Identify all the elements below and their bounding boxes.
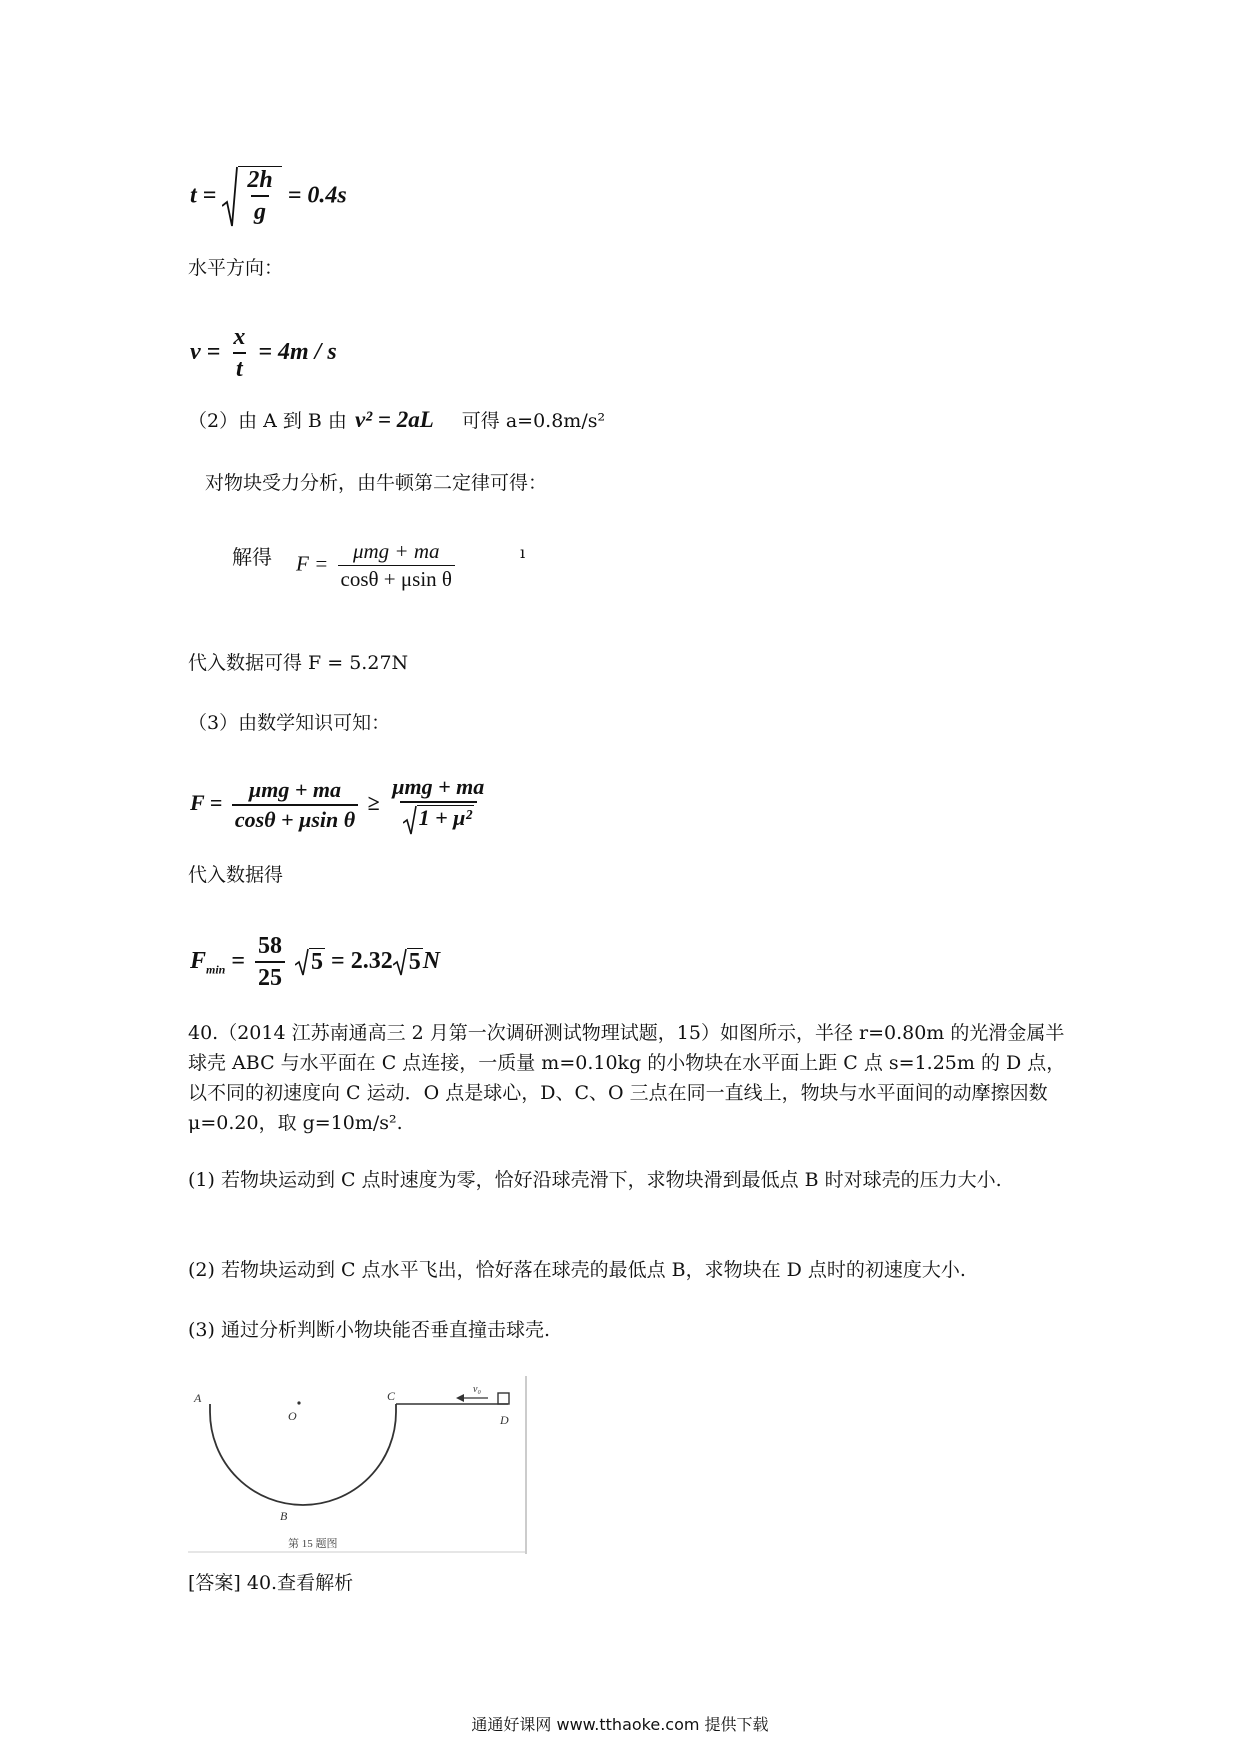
label-d: D <box>500 1413 509 1427</box>
force-analysis-text: 对物块受力分析，由牛顿第二定律可得： <box>205 472 548 494</box>
part2-suffix: 可得 a=0.8m/s² <box>461 410 606 432</box>
equation-velocity <box>190 324 337 383</box>
hemisphere-diagram <box>188 1376 528 1554</box>
problem-statement: 40.（2014 江苏南通高三 2 月第一次调研测试物理试题，15）如图所示，半径 r=0.80m 的光滑金属半球壳 ABC 与水平面在 C 点连接，一质量 m=0.10kg 的小物块在水平面上距 C 点 s=1.25m 的 D 点，以不同的初速度向 C 运动．O 点是球心，D、C、O 三点在同一直线上，物块与水平面间的动摩擦因数 μ=0.20，取 g=10m/s². <box>188 1022 1066 1134</box>
label-a: A <box>194 1391 202 1405</box>
fraction-numerator: μmg + ma <box>392 774 485 799</box>
fraction-numerator: μmg + ma <box>248 776 341 802</box>
radical-sign <box>222 166 238 228</box>
radical-sign <box>393 948 407 976</box>
equation-lhs: F = <box>296 551 329 576</box>
fraction-numerator: μmg + ma <box>352 539 440 563</box>
equation-lhs: t = <box>190 182 217 209</box>
answer-text: [答案] 40.查看解析 <box>188 1572 354 1594</box>
question-2: (2) 若物块运动到 C 点水平飞出，恰好落在球壳的最低点 B，求物块在 D 点时的初速度大小. <box>188 1259 966 1281</box>
part2-line <box>188 407 605 434</box>
equation-force-min <box>190 933 440 992</box>
subscript-min: min <box>206 962 226 977</box>
substitute-text: 代入数据得 <box>188 864 284 886</box>
equation-force-solved <box>296 540 459 591</box>
equals-sign: = <box>231 947 246 974</box>
radical-sign <box>403 805 417 835</box>
equation-v-squared: v² = 2aL <box>354 407 434 432</box>
equation-force-inequality <box>190 775 491 835</box>
fraction-denominator: t <box>233 352 246 382</box>
part2-prefix: （2）由 A 到 B 由 <box>188 410 347 432</box>
label-o: O <box>288 1409 297 1423</box>
radicand: 5 <box>311 949 324 976</box>
sqrt-expression <box>222 166 281 228</box>
fraction-denominator: cosθ + μsin θ <box>338 565 455 591</box>
equation-rhs: = 0.4s <box>287 182 347 209</box>
label-v0: v₀ <box>473 1384 481 1395</box>
stray-mark: ı <box>520 543 526 562</box>
radical-sign <box>295 948 309 976</box>
radicand: 5 <box>408 949 421 976</box>
equation-lhs: F <box>190 947 207 974</box>
question-3: (3) 通过分析判断小物块能否垂直撞击球壳. <box>188 1319 550 1341</box>
equation-lhs: v = <box>190 338 221 365</box>
geq-sign: ≥ <box>367 790 380 816</box>
equation-rhs: = 2.32 <box>331 947 393 974</box>
fraction-denominator <box>400 801 477 835</box>
figure-caption: 第 15 题图 <box>288 1538 338 1550</box>
fraction-denominator: cosθ + μsin θ <box>232 804 358 832</box>
radicand: 1 + μ² <box>417 805 474 835</box>
fraction-denominator: 25 <box>255 961 285 991</box>
unit-newton: N <box>422 947 441 974</box>
fraction-numerator: 58 <box>258 933 283 959</box>
equation-lhs: F = <box>190 790 223 816</box>
footer-credit: 通通好课网 www.tthaoke.com 提供下载 <box>471 1715 769 1734</box>
substitute-force-text: 代入数据可得 F = 5.27N <box>188 652 409 674</box>
label-b: B <box>280 1509 288 1523</box>
equation-time <box>190 166 347 228</box>
label-c: C <box>387 1389 396 1403</box>
fraction-denominator: g <box>251 195 269 225</box>
equation-rhs: = 4m / s <box>258 338 337 365</box>
solve-label: 解得 <box>232 545 272 569</box>
part3-text: （3）由数学知识可知： <box>188 712 391 734</box>
label-horizontal-direction: 水平方向： <box>188 257 284 279</box>
figure-hemisphere <box>188 1376 528 1554</box>
fraction-numerator: 2h <box>247 167 273 193</box>
fraction-numerator: x <box>233 324 246 350</box>
question-1: (1) 若物块运动到 C 点时速度为零，恰好沿球壳滑下，求物块滑到最低点 B 时对球壳的压力大小. <box>188 1169 1002 1191</box>
